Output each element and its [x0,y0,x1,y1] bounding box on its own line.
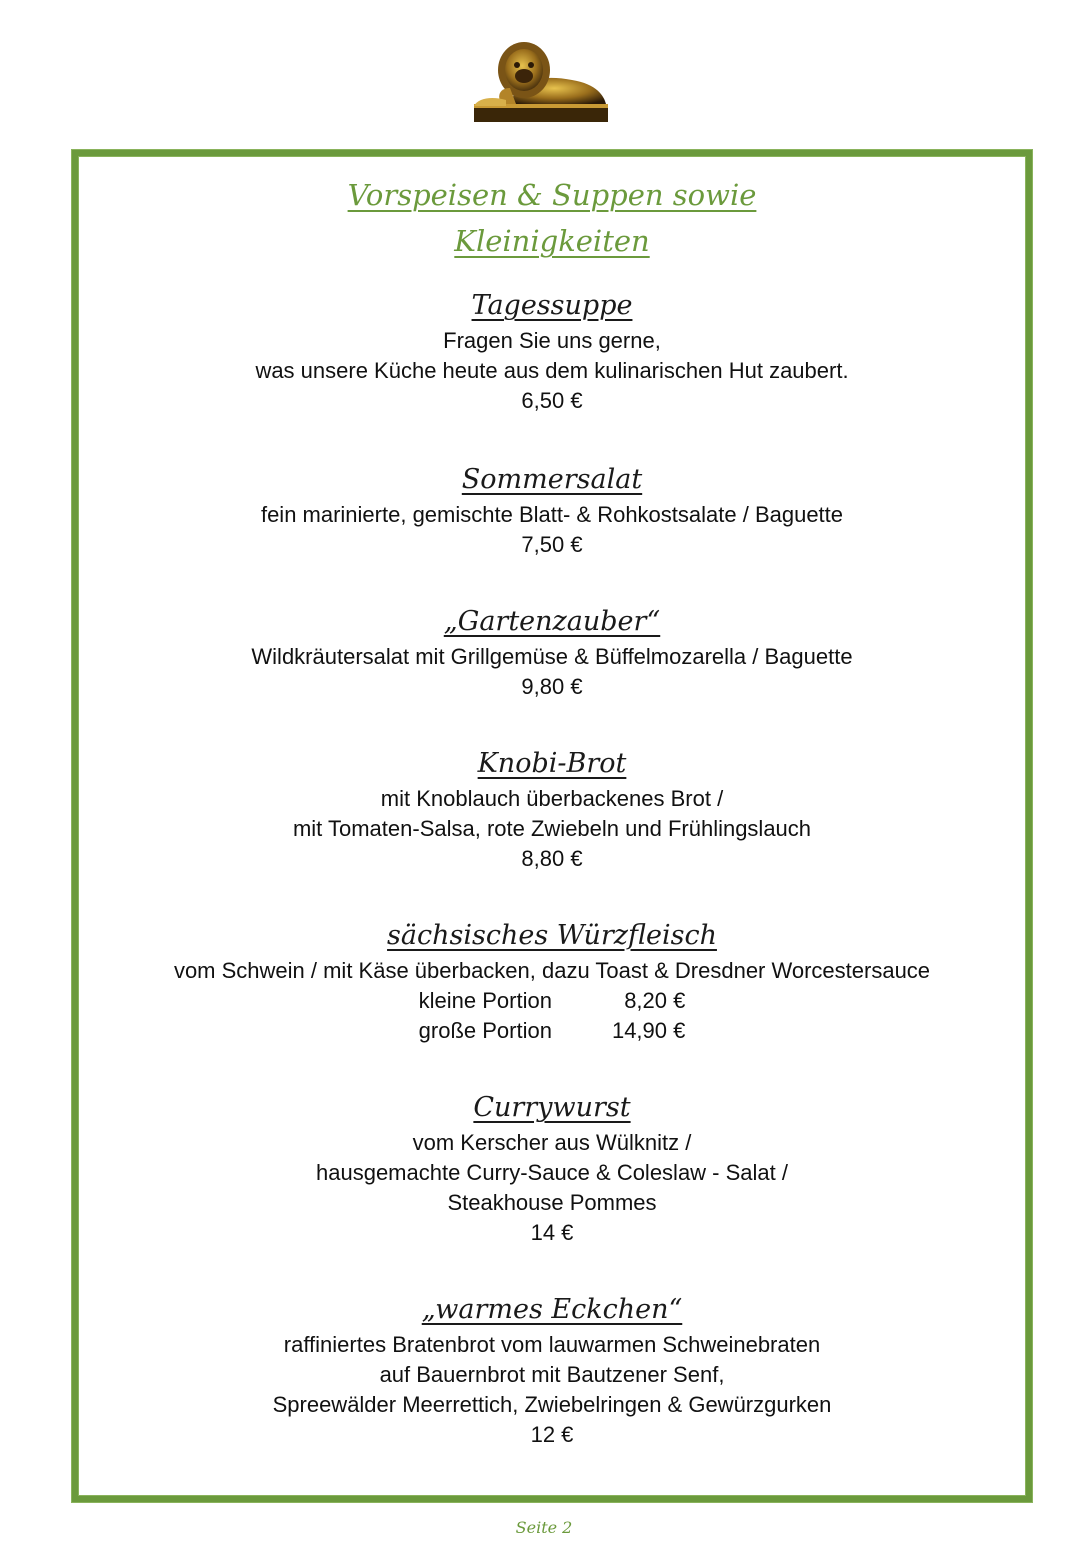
menu-item-description: Steakhouse Pommes [447,1190,657,1215]
portion-label: kleine Portion [418,988,552,1013]
menu-item-description: mit Tomaten-Salsa, rote Zwiebeln und Frühlingslauch [292,816,812,841]
menu-item-description: vom Schwein / mit Käse überbacken, dazu Toast & Dresdner Worcestersauce [173,958,931,983]
portion-label: große Portion [418,1018,552,1043]
page-title [78,172,1026,264]
menu-item-price: 9,80 € [521,674,583,699]
menu-item-knobi-brot [78,744,1026,874]
menu-item-description: Spreewälder Meerrettich, Zwiebelringen & Gewürzgurken [272,1392,832,1417]
menu-item-price: 14 € [530,1220,574,1245]
menu-content [78,156,1026,1450]
menu-item-title: Sommersalat [461,464,643,495]
menu-item-title: Knobi-Brot [477,748,627,779]
menu-item-description: auf Bauernbrot mit Bautzener Senf, [379,1362,725,1387]
menu-item-description: mit Knoblauch überbackenes Brot / [380,786,724,811]
menu-item-wuerzfleisch [78,916,1026,1046]
menu-item-title: Currywurst [473,1092,631,1123]
lion-statue-icon [472,40,612,124]
menu-item-description: vom Kerscher aus Wülknitz / [412,1130,692,1155]
menu-item-warmes-eckchen [78,1290,1026,1450]
menu-item-description: was unsere Küche heute aus dem kulinarischen Hut zaubert. [255,358,849,383]
menu-item-gartenzauber [78,602,1026,702]
menu-item-price: 7,50 € [521,532,583,557]
portion-price: 14,90 € [611,1018,686,1043]
portion-price-list [419,986,686,1046]
menu-item-description: fein marinierte, gemischte Blatt- & Rohkostsalate / Baguette [260,502,844,527]
menu-item-title: Tagessuppe [471,290,633,321]
menu-item-sommersalat [78,460,1026,560]
menu-item-title: „Gartenzauber“ [443,606,661,637]
menu-item-description: Wildkräutersalat mit Grillgemüse & Büffelmozarella / Baguette [251,644,853,669]
menu-item-title: „warmes Eckchen“ [421,1294,683,1325]
menu-item-currywurst [78,1088,1026,1248]
menu-item-title: sächsisches Würzfleisch [387,920,717,951]
page-title-line2: Kleinigkeiten [454,224,650,258]
menu-item-price: 8,80 € [521,846,583,871]
menu-item-price: 6,50 € [521,388,583,413]
menu-item-description: raffiniertes Bratenbrot vom lauwarmen Schweinebraten [283,1332,821,1357]
menu-item-price: 12 € [530,1422,574,1447]
page-number: Seite 2 [515,1518,573,1537]
menu-item-description: Fragen Sie uns gerne, [443,328,661,353]
page-title-line1: Vorspeisen & Suppen sowie [347,178,757,212]
portion-price: 8,20 € [624,988,686,1013]
menu-item-description: hausgemachte Curry-Sauce & Coleslaw - Salat / [316,1160,788,1185]
menu-item-tagessuppe [78,286,1026,416]
